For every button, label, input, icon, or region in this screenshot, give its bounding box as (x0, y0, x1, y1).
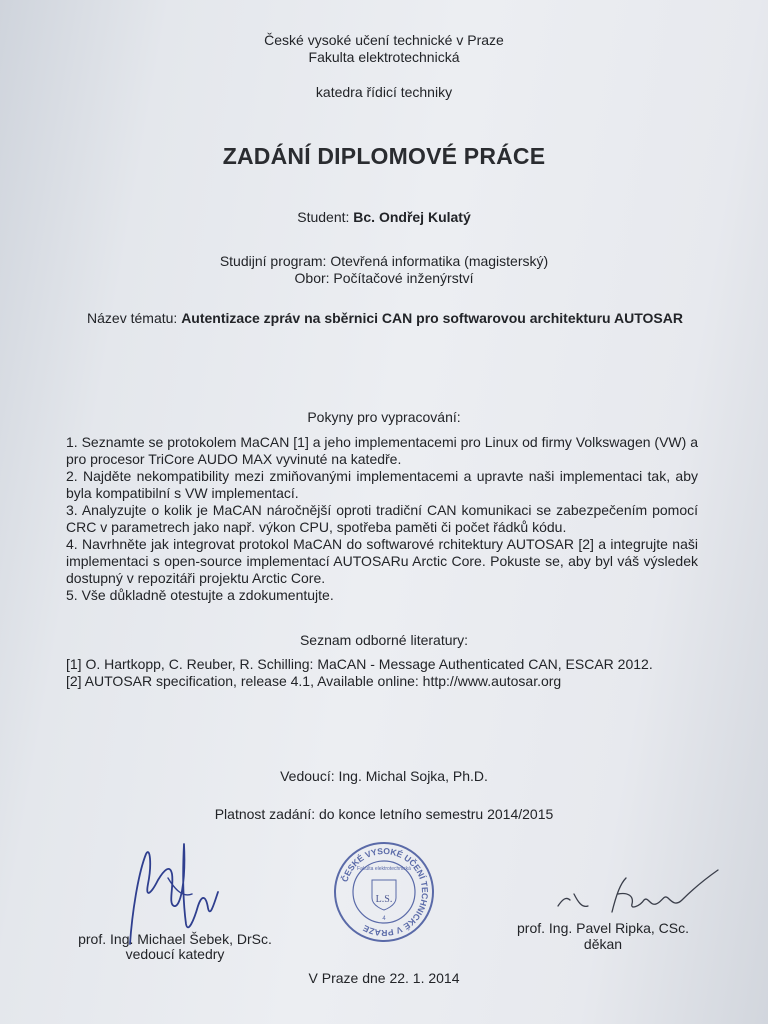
dean-signature (548, 866, 728, 926)
stamp-ring-text: ČESKÉ VYSOKÉ UČENÍ TECHNICKÉ V PRAZE (339, 845, 431, 939)
instructions-list (66, 434, 698, 604)
student-label: Student: (297, 209, 350, 225)
study-program: Studijní program: Otevřená informatika (magisterský) (219, 253, 549, 269)
faculty-name: Fakulta elektrotechnická (308, 49, 460, 65)
head-of-department-role: vedoucí katedry (125, 946, 225, 962)
stamp-inner-text: Fakulta elektrotechnická (357, 866, 411, 872)
topic-label: Název tématu: (87, 310, 178, 326)
document-title: ZADÁNÍ DIPLOMOVÉ PRÁCE (222, 143, 546, 169)
student-line (0, 209, 768, 226)
instruction-item: 2. Najděte nekompatibility mezi zmiňovanými implementacemi a upravte naši implementaci tak, aby byla kompatibilní s VW implementací. (66, 468, 698, 501)
university-name: České vysoké učení technické v Praze (264, 32, 504, 48)
topic-block (80, 310, 690, 327)
faculty-stamp (332, 840, 436, 944)
literature-list (66, 656, 698, 690)
literature-heading: Seznam odborné literatury: (299, 632, 469, 648)
stamp-mark: L.S. (375, 894, 393, 905)
dean-role: děkan (583, 936, 623, 952)
instruction-item: 3. Analyzujte o kolik je MaCAN náročnější oproti tradiční CAN komunikaci se zabezpečením pomocí CRC v parametrech jako např. výkon CPU, spotřeba paměti či počet řádků kódu. (66, 502, 698, 535)
stamp-number: 4 (382, 916, 386, 922)
instruction-item: 4. Navrhněte jak integrovat protokol MaCAN do softwarové rchitektury AUTOSAR [2] a integrujte naši implementaci s open-source implementací AUTOSARu Arctic Core. Pokuste se, aby byl váš výsledek dostupný v repozitáři projektu Arctic Core. (66, 536, 698, 586)
dean-name: prof. Ing. Pavel Ripka, CSc. (517, 920, 689, 936)
literature-item: [2] AUTOSAR specification, release 4.1, Available online: http://www.autosar.org (66, 673, 562, 689)
department-name: katedra řídicí techniky (315, 84, 453, 100)
instruction-item: 1. Seznamte se protokolem MaCAN [1] a jeho implementacemi pro Linux od firmy Volkswagen (VW) a pro procesor TriCore AUDO MAX vyvinuté na katedře. (66, 434, 698, 467)
topic-text: Autentizace zpráv na sběrnici CAN pro softwarovou architekturu AUTOSAR (181, 310, 683, 326)
instruction-item: 5. Vše důkladně otestujte a zdokumentujte. (66, 587, 334, 603)
place-and-date: V Praze dne 22. 1. 2014 (308, 970, 460, 986)
head-of-department-name: prof. Ing. Michael Šebek, DrSc. (78, 931, 272, 947)
student-name: Bc. Ondřej Kulatý (353, 209, 471, 225)
literature-item: [1] O. Hartkopp, C. Reuber, R. Schilling: MaCAN - Message Authenticated CAN, ESCAR 2012. (66, 656, 653, 672)
study-field: Obor: Počítačové inženýrství (294, 270, 474, 286)
instructions-heading: Pokyny pro vypracování: (307, 409, 461, 425)
supervisor-line: Vedoucí: Ing. Michal Sojka, Ph.D. (280, 768, 488, 784)
validity-line: Platnost zadání: do konce letního semestru 2014/2015 (214, 806, 554, 822)
